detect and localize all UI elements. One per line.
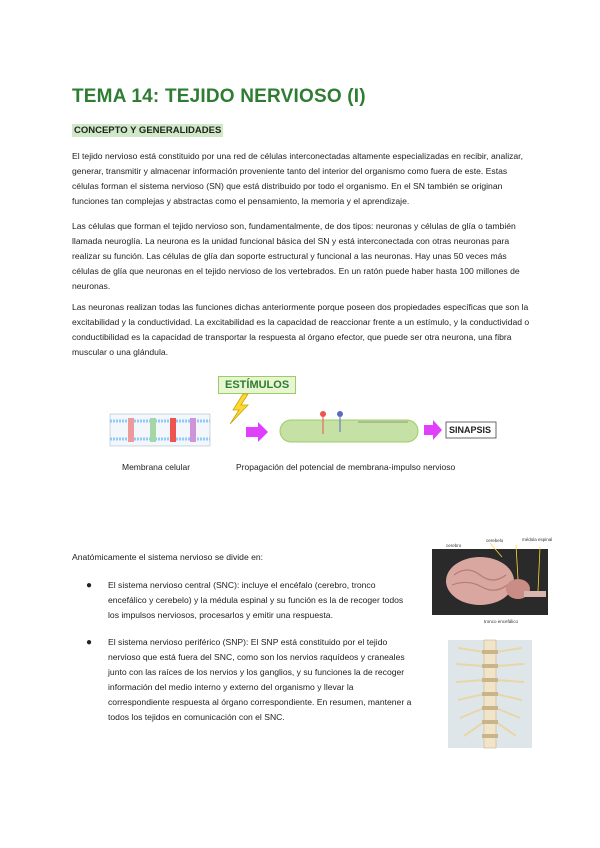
cerebelo-label: cerebelo <box>486 538 504 543</box>
nerve-impulse-figure <box>108 372 508 482</box>
cell-membrane-icon <box>110 414 210 446</box>
stimulus-label: ESTÍMULOS <box>218 376 296 394</box>
paragraph-1: El tejido nervioso está constituido por una red de células interconectadas altamente especializadas en recibir, analizar, generar, transmitir y almacenar información proveniente tanto del interior del organismo como fuera de este. Estas células forman el sistema nervioso (SN) que está distribuido por todo el organismo. En el SN también se originan funciones tan complejas y abstractas como el pensamiento, la memoria y el aprendizaje. <box>72 151 523 206</box>
division-intro: Anatómicamente el sistema nervioso se divide en: <box>72 552 264 562</box>
synapse-label: SINAPSIS <box>449 425 492 435</box>
list-item <box>86 578 416 623</box>
membrane-caption: Membrana celular <box>122 462 191 472</box>
medula-label: médula espinal <box>522 537 553 542</box>
list-item-text: El sistema nervioso central (SNC): incluye el encéfalo (cerebro, tronco encefálico y cerebelo) y la médula espinal y su función es la de recoger todos los impulsos nerviosos, procesarlos y emitir una respuesta. <box>108 580 404 620</box>
list-item-text: El sistema nervioso periférico (SNP): El SNP está constituido por el tejido nervioso que está fuera del SNC, como son los nervios raquídeos y craneales junto con las raíces de los nervios y los ganglios, y su funciones la de recoger información del medio interno y externo del organismo y llevar la correspondiente respuesta al órgano correspondiente. En resumen, mantener a todos los tejidos en comunicación con el SNC. <box>108 637 412 722</box>
propagation-caption: Propagación del potencial de membrana-impulso nervioso <box>236 462 456 472</box>
page-title: TEMA 14: TEJIDO NERVIOSO (I) <box>72 86 366 107</box>
list-item <box>86 635 416 725</box>
arrow-icon <box>424 420 442 440</box>
cerebro-label: cerebro <box>446 543 462 548</box>
section-heading: CONCEPTO Y GENERALIDADES <box>74 125 222 136</box>
bullet-icon: ● <box>86 637 93 648</box>
spinal-nerves-image <box>448 640 532 748</box>
brain-image <box>432 535 553 627</box>
paragraph-3: Las neuronas realizan todas las funciones dichas anteriormente porque poseen dos propiedades específicas que son la excitabilidad y la conductividad. La excitabilidad es la capacidad de reaccionar frente a un estímulo, y la conductividad o conductibilidad es la capacidad de transportar la respuesta al órgano efector, que puede ser otra neurona, una fibra muscular o una glándula. <box>72 302 530 357</box>
axon-icon <box>280 411 418 442</box>
paragraph-2: Las células que forman el tejido nervioso son, fundamentalmente, de dos tipos: neuronas y células de glía o también llamada neuroglía. La neurona es la unidad funcional básica del SN y está interconectada con otras neuronas para realizar su función. Las células de glía dan soporte estructural y funcional a las neuronas. Hay unas 50 veces más células de glía que neuronas en el tejido nervioso de los vertebrados. En un ratón puede haber hasta 100 millones de neuronas. <box>72 221 520 291</box>
bullet-icon: ● <box>86 580 93 591</box>
lightning-icon <box>230 394 248 424</box>
tronco-label: tronco encefálico <box>484 619 519 624</box>
arrow-icon <box>246 422 268 442</box>
